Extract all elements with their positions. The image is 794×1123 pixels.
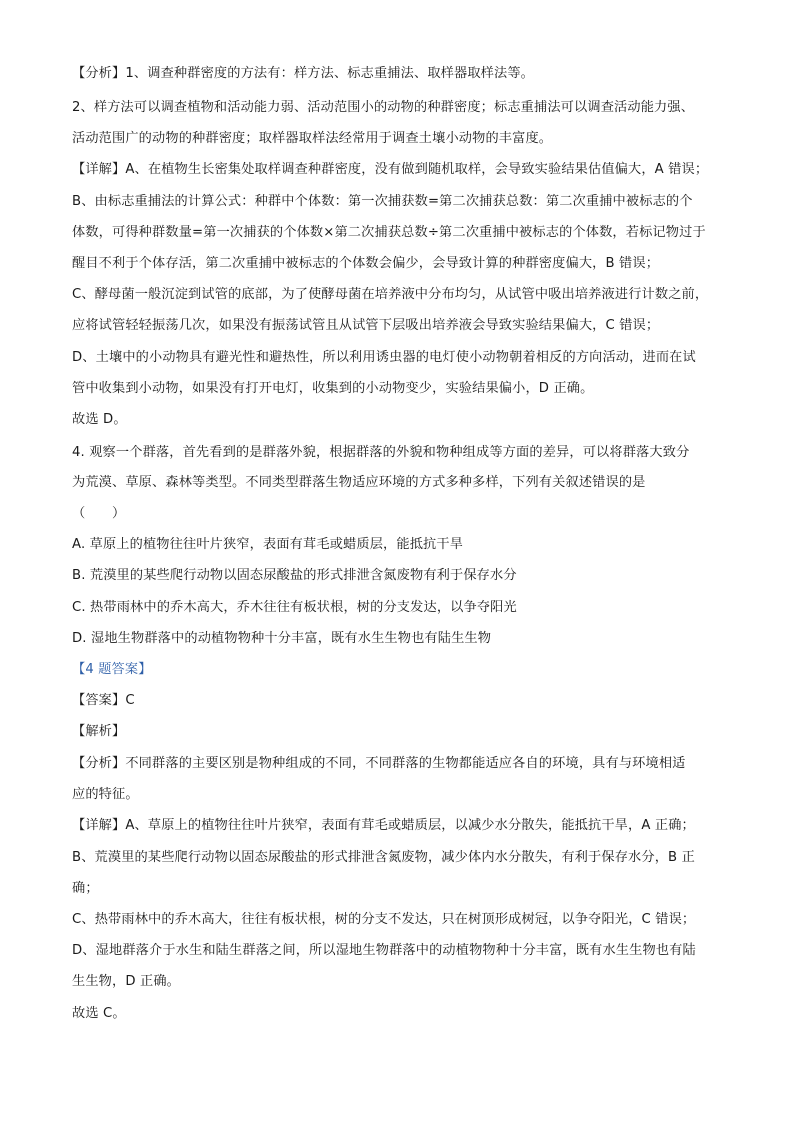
analysis2-line-2: 应的特征。 (72, 787, 139, 802)
detail2-line-5: D、湿地群落介于水生和陆生群落之间，所以湿地生物群落中的动植物物种十分丰富，既有水生生物也有陆 (72, 943, 696, 958)
detail-line-1: 【详解】A、在植物生长密集处取样调查种群密度，没有做到随机取样，会导致实验结果估值偏大，A 错误； (72, 162, 709, 177)
option-d: D. 湿地生物群落中的动植物物种十分丰富，既有水生生物也有陆生生物 (72, 631, 492, 646)
analysis-line-3: 活动范围广的动物的种群密度；取样器取样法经常用于调查土壤小动物的丰富度。 (72, 131, 553, 146)
detail2-line-1: 【详解】A、草原上的植物往往叶片狭窄，表面有茸毛或蜡质层，以减少水分散失，能抵抗干旱，A 正确； (72, 818, 695, 833)
explanation-heading: 【解析】 (72, 724, 126, 739)
analysis-line-2: 2、样方法可以调查植物和活动能力弱、活动范围小的动物的种群密度；标志重捕法可以调查活动能力强、 (72, 100, 695, 115)
detail2-line-3: 确； (72, 881, 99, 896)
detail2-line-2: B、荒漠里的某些爬行动物以固态尿酸盐的形式排泄含氮废物，减少体内水分散失，有利于保存水分，B 正 (72, 850, 695, 865)
detail-line-6: 应将试管轻轻振荡几次，如果没有振荡试管且从试管下层吸出培养液会导致实验结果偏大，C 错误； (72, 318, 660, 333)
detail-line-2: B、由标志重捕法的计算公式：种群中个体数：第一次捕获数=第二次捕获总数：第二次重捕中被标志的个 (72, 194, 693, 209)
analysis2-line-1: 【分析】不同群落的主要区别是物种组成的不同，不同群落的生物都能适应各自的环境，具有与环境相适 (72, 756, 686, 771)
option-b: B. 荒漠里的某些爬行动物以固态尿酸盐的形式排泄含氮废物有利于保存水分 (72, 568, 517, 583)
detail-line-8: 管中收集到小动物，如果没有打开电灯，收集到的小动物变少，实验结果偏小，D 正确。 (72, 381, 594, 396)
question-parentheses: （ ） (72, 506, 126, 521)
analysis-line-1: 【分析】1、调查种群密度的方法有：样方法、标志重捕法、取样器取样法等。 (72, 66, 535, 81)
option-c: C. 热带雨林中的乔木高大，乔木往往有板状根，树的分支发达，以争夺阳光 (72, 600, 517, 615)
question-stem-line-1: 4. 观察一个群落，首先看到的是群落外貌，根据群落的外貌和物种组成等方面的差异，可以将群落大致分 (72, 445, 690, 460)
detail2-line-4: C、热带雨林中的乔木高大，往往有板状根，树的分支不发达，只在树顶形成树冠，以争夺阳光，C 错误； (72, 912, 696, 927)
detail-line-4: 醒目不利于个体存活，第二次重捕中被标志的个体数会偏少，会导致计算的种群密度偏大，B 错误； (72, 256, 660, 271)
answer-line: 【答案】C (72, 693, 135, 708)
detail-line-3: 体数，可得种群数量=第一次捕获的个体数×第二次捕获总数÷第二次重捕中被标志的个体数，若标记物过于 (72, 225, 706, 240)
conclusion2-line: 故选 C。 (72, 1006, 126, 1021)
detail2-line-6: 生生物，D 正确。 (72, 974, 181, 989)
conclusion-line: 故选 D。 (72, 412, 127, 427)
option-a: A. 草原上的植物往往叶片狭窄，表面有茸毛或蜡质层，能抵抗干旱 (72, 537, 464, 552)
detail-line-7: D、土壤中的小动物具有避光性和避热性，所以利用诱虫器的电灯使小动物朝着相反的方向活动，进而在试 (72, 350, 696, 365)
question-stem-line-2: 为荒漠、草原、森林等类型。不同类型群落生物适应环境的方式多种多样，下列有关叙述错误的是 (72, 475, 646, 490)
detail-line-5: C、酵母菌一般沉淀到试管的底部，为了使酵母菌在培养液中分布均匀，从试管中吸出培养液进行计数之前， (72, 287, 709, 302)
answer-section-heading: 【4 题答案】 (72, 662, 152, 677)
